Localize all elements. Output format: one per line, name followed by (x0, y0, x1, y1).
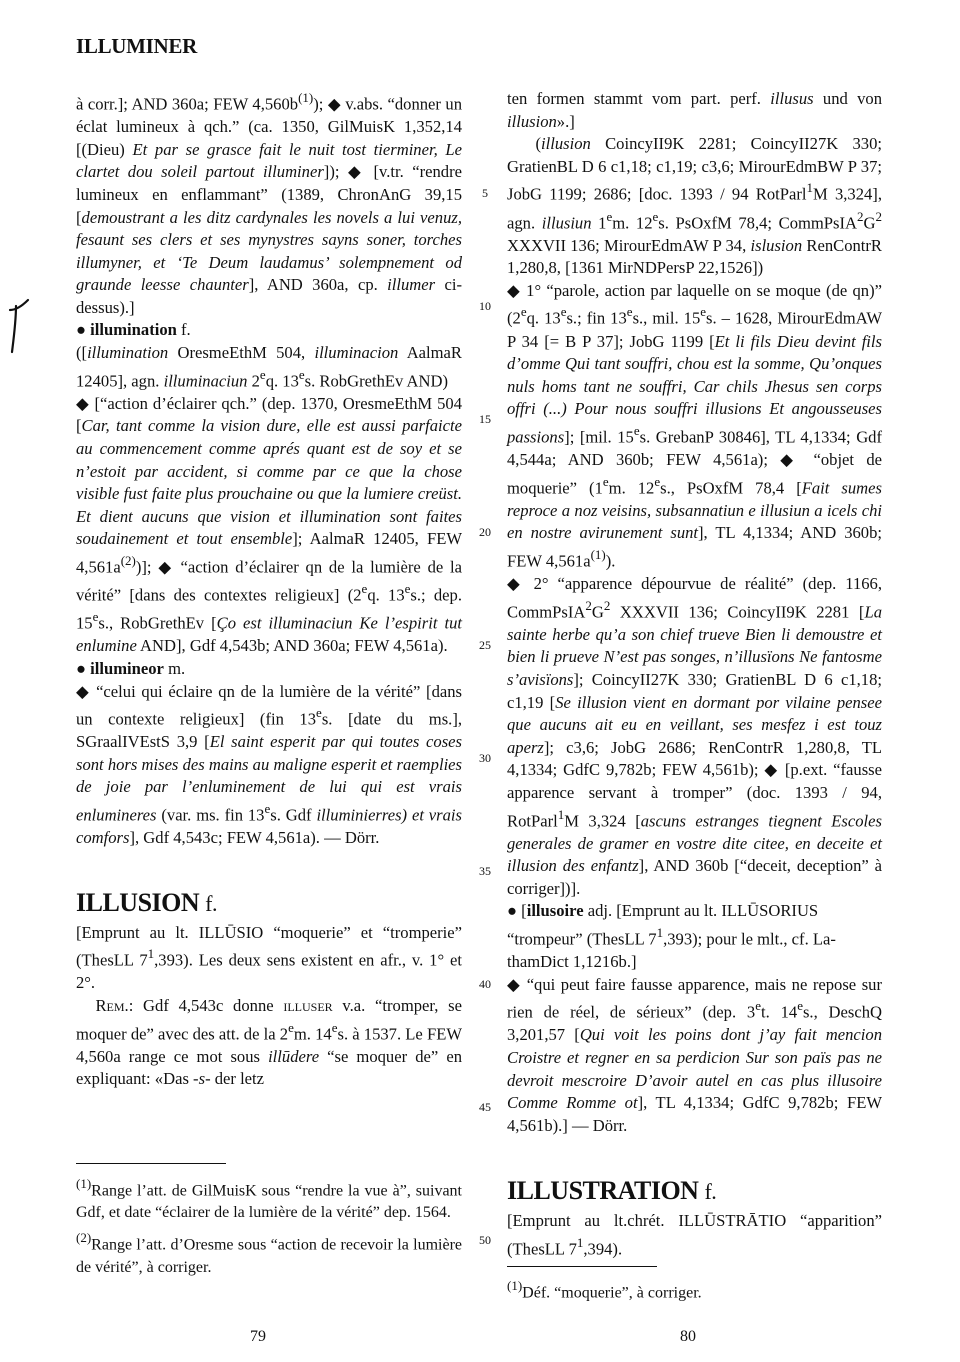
line-number: 50 (479, 1233, 491, 1248)
handwritten-margin-mark (4, 296, 34, 356)
right-text-2: ◆ 1° “parole, action par laquelle on se moque (de qn)” (2eq. 13es.; fin 13es., mil. 15es. – 1628, MirourEdmAW P 34 [= B P 37]; JobG 1199 [Et li fils Dieu devint fils d’omme Qui tant souffri, chou est la somme, Qu’onques nuls homs tant ne souffri, Car chils Jhesus sen corps offri (...) Pour nous souffri illusions Et angousseuses passions]; [mil. 15es. GrebanP 30846], TL 4,1334; Gdf 4,544a; AND 360b; FEW 4,561a); ◆ “objet de moquerie” (1em. 12es., PsOxfM 78,4 [Fait sumes reproce a noz veisins, subsannatiun e illusiun a icels chi en nostre avirunement sunt], TL 4,1334; AND 360b; FEW $4,561a^{(1)}$). (507, 280, 883, 571)
left-lemma-4: ● illumineor m. (76, 658, 186, 678)
running-head: ILLUMINER (76, 34, 197, 58)
left-column (76, 88, 462, 1091)
line-number: 45 (479, 1100, 491, 1115)
left-lemma-1: ● illumination f. (76, 320, 191, 340)
left-title-6: ILLUSION f. (76, 887, 217, 917)
line-number: 35 (479, 864, 491, 879)
left-text-3: ◆ [“action d’éclairer qch.” (dep. 1370, OresmeEthM 504 [Car, tant comme la vision dure, elle est aussi parfaicte au commencement comme aprés quant est de soy et se n’estoit par accident, si comme par ce que la chose visible fust faite plus prouchaine ou que la lumiere creüst. Et dient aucuns que vision et illumination sont faites soudainement et tout ensemble]; AalmaR 12405, FEW $4,561a^{(2)}$)]; ◆ “action d’éclairer qn de la lumière de la vérité” [dans des contextes religieux] (2eq. 13es.; dep. 15es., RobGrethEv [Ço est illuminaciun Ke l’espirit tut enlumine AND], Gdf 4,543b; AND 360a; FEW 4,561a). (76, 393, 462, 656)
right-text-3: ◆ 2° “apparence dépourvue de réalité” (dep. 1166, $CommPsIA^2G^2$ XXXVII 136; CoincyII9K 2281 [La sainte herbe qu’a son chief trueve Bien li demoustre et bien li prueve N’est pas songes, n’illusïons Ne fantosme s’avisïons]; CoincyII27K 330; GratienBL D 6 c1,18; c1,19 [Se illusion vient en dormant por vilaine pensee que aucuns ait eu en veillant, ses mesfez i est touz aperz]; c3,6; JobG 2686; RenContrR 1,280,8, TL 4,1334; GdfC 9,782b; FEW 4,561b); ◆ [p.ext. “fausse apparence servant à tromper” (doc. 1393 / 94, RotParl$^1$M 3,324 [ascuns estranges tiegnent Escoles generales de gramer en vostre dite citee, en deceite et illusion des enfantz], AND 360b [“deceit, deception” à corriger])]. (507, 574, 883, 898)
footnotes-right (507, 1276, 882, 1308)
left-text-7: [Emprunt au lt. ILLŪSIO “moquerie” et “tromperie” (ThesLL $7^1,393$). Les deux sens existent en afr., v. 1° et 2°. (76, 922, 462, 993)
footnote-rule-left (76, 1163, 226, 1164)
line-number: 20 (479, 525, 491, 540)
line-number: 25 (479, 638, 491, 653)
left-footnote-1: $^{(1)}$Range l’att. de GilMuisK sous “rendre la vue à”, suivant Gdf, et date “éclairer de la lumière de la vérité” dep. 1564. (76, 1176, 462, 1222)
line-number: 10 (479, 299, 491, 314)
right-footnote-1: $^{(1)}$Déf. “moquerie”, à corriger. (507, 1278, 702, 1302)
right-text-1: (illusion CoincyII9K 2281; CoincyII27K 330; GratienBL D 6 c1,18; c1,19; c3,6; MirourEdmBW P 37; JobG 1199; 2686; [doc. 1393 / 94 RotParl$^1$M 3,324], agn. illusiun 1em. 12es. PsOxfM 78,4; $CommPsIA^2G^2$ XXXVII 136; MirourEdmAW P 34, islusion RenContrR 1,280,8, [1361 MirNDPersP 22,1526]) (507, 134, 882, 278)
footnote-rule-right (507, 1266, 657, 1267)
left-text-2: ([illumination OresmeEthM 504, illuminacion AalmaR 12405], agn. illuminaciun 2eq. 13es. RobGrethEv AND) (76, 343, 462, 391)
left-text-0: à corr.]; AND 360a; FEW $4,560b^{(1)}$); ◆ v.abs. “donner un éclat lumineux à qch.” (ca. 1350, GilMuisK 1,352,14 [(Dieu) Et par se grasce fait le nuit tost tierminer, Le clartet dou soleil partout illuminer]); ◆ [v.tr. “rendre lumineux en enflammant” (1389, ChronAnG 39,15 [demoustrant a les ditz cardynales les novels a lui venuz, fesaunt ses clers et ses mynystres sayns soner, torches illumyner, et ‘Te Deum laudamus’ solempnement od graunde leesse chaunter], AND 360a, cp. illumer ci-dessus).] (76, 90, 463, 317)
folio-right: 80 (680, 1328, 696, 1345)
line-number: 40 (479, 977, 491, 992)
left-footnote-2: $^{(2)}$Range l’att. d’Oresme sous “action de recevoir la lumière de vérité”, à corriger. (76, 1230, 462, 1276)
footnotes-left (76, 1174, 462, 1283)
folio-left: 79 (250, 1328, 266, 1345)
right-text-5: ◆ “qui peut faire fausse apparence, mais ne repose sur rien de réel, de sérieux” (dep. 3et. 14es., DeschQ 3,201,57 [Qui voit les poins dont j’ay fait mencion Croistre et regner en sa perdicion Sur son païs pas ne devroit mescroire D’avoir autel en cas plus illusoire Comme Romme ot], TL 4,1334; GdfC 9,782b; FEW 4,561b).] — Dörr. (507, 974, 882, 1135)
line-number: 15 (479, 412, 491, 427)
entry-illustration-etymology: [Emprunt au lt.chrét. ILLŪSTRĀTIO “apparition” (ThesLL $7^1,394$). (507, 1211, 882, 1259)
left-rem-8: Rem.: Gdf 4,543c donne illuser v.a. “tromper, se moquer de” avec des att. de la 2em. 14es. à 1537. Le FEW 4,560a range ce mot sous illūdere “se moquer de” en expliquant: «Das -s- der letz (76, 996, 462, 1089)
entry-title-illustration: ILLUSTRATION f. (507, 1176, 717, 1205)
left-text-5: ◆ “celui qui éclaire qn de la lumière de la vérité” [dans un contexte religieux] (fin 13es. [date du ms.], SGraalIVEstS 3,9 [El saint esperit par qui toutes coses sont hors mises des mains au maligne esperit et raemplies de joie par l’enluminement de lui qui est vrais enlumineres (var. ms. fin 13es. Gdf illuminierres) et vrais comfors], Gdf 4,543c; FEW 4,561a). — Dörr. (76, 681, 462, 848)
right-column (507, 88, 882, 1137)
entry-illustration (507, 1176, 882, 1261)
right-text-0: ten formen stammt vom part. perf. illusus und von illusion».] (507, 89, 883, 131)
line-number: 30 (479, 751, 491, 766)
right-lemma-4: ● [illusoire adj. [Emprunt au lt. ILLŪSORIUS “trompeur” (ThesLL $7^1,393$); pour le mlt., cf. LathamDict 1,1216b.] (507, 901, 836, 972)
line-number: 5 (482, 186, 488, 201)
